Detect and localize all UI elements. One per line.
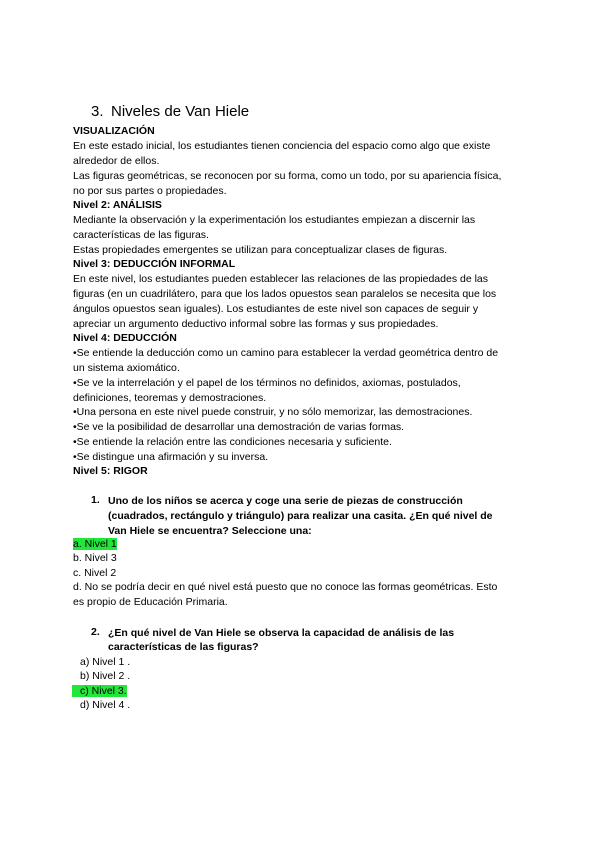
question-2-number: 2.	[91, 626, 100, 638]
level-4-bullet: definiciones, teoremas y demostraciones.	[73, 392, 267, 404]
question-1-text: (cuadrados, rectángulo y triángulo) para realizar una casita. ¿En qué nivel de	[108, 510, 493, 522]
level-3-text: En este nivel, los estudiantes pueden establecer las relaciones de las propiedades de las	[73, 273, 489, 285]
level-4-bullet: •Se ve la posibilidad de desarrollar una demostración de varias formas.	[73, 421, 405, 433]
level-4-bullet: •Se ve la interrelación y el papel de los términos no definidos, axiomas, postulados,	[73, 377, 461, 389]
level-3-text: ángulos opuestos sean iguales). Los estudiantes de este nivel son capaces de seguir y	[73, 303, 479, 315]
level-4-title: Nivel 4: DEDUCCIÓN	[73, 332, 177, 344]
question-1-option-d-cont: es propio de Educación Primaria.	[73, 596, 228, 608]
level-1-text: alrededor de ellos.	[73, 155, 160, 167]
section-title: Niveles de Van Hiele	[111, 103, 250, 120]
question-2-option-d[interactable]: d) Nivel 4 .	[80, 699, 131, 711]
level-3-text: figuras (en un cuadrilátero, para que los lados opuestos sean paralelos se necesita que los	[73, 288, 497, 300]
section-number: 3.	[91, 103, 104, 120]
level-1-title: VISUALIZACIÓN	[73, 125, 155, 137]
level-1-text: no por sus partes o propiedades.	[73, 185, 227, 197]
question-2-text: características de las figuras?	[108, 641, 259, 653]
level-4-bullet: •Se entiende la relación entre las condiciones necesaria y suficiente.	[73, 436, 392, 448]
level-2-text: Mediante la observación y la experimentación los estudiantes empiezan a discernir las	[73, 214, 476, 226]
question-2-text: ¿En qué nivel de Van Hiele se observa la capacidad de análisis de las	[108, 627, 455, 639]
level-2-text: características de las figuras.	[73, 229, 209, 241]
level-4-bullet: •Se distingue una afirmación y su inversa.	[73, 451, 269, 463]
question-2-option-a[interactable]: a) Nivel 1 .	[80, 656, 131, 668]
level-4-bullet: •Una persona en este nivel puede construir, y no sólo memorizar, las demostraciones.	[73, 406, 473, 418]
selected-answer-highlight: a. Nivel 1	[73, 538, 117, 550]
question-1-option-a[interactable]	[73, 537, 117, 551]
question-1-option-d[interactable]: d. No se podría decir en qué nivel está puesto que no conoce las formas geométricas. Esto	[73, 581, 498, 593]
level-3-title: Nivel 3: DEDUCCIÓN INFORMAL	[73, 258, 236, 270]
question-1-number: 1.	[91, 494, 100, 506]
level-3-text: apreciar un argumento deductivo informal sobre las formas y sus propiedades.	[73, 318, 439, 330]
level-2-title: Nivel 2: ANÁLISIS	[73, 199, 162, 211]
question-1-option-c[interactable]: c. Nivel 2	[73, 567, 117, 579]
selected-answer-highlight: c) Nivel 3.	[72, 685, 127, 697]
section-heading	[91, 103, 249, 120]
question-1-option-b[interactable]: b. Nivel 3	[73, 552, 117, 564]
question-2-option-c[interactable]	[72, 684, 127, 698]
level-1-text: En este estado inicial, los estudiantes tienen conciencia del espacio como algo que existe	[73, 140, 491, 152]
question-2-option-b[interactable]: b) Nivel 2 .	[80, 670, 131, 682]
level-4-bullet: •Se entiende la deducción como un camino para establecer la verdad geométrica dentro de	[73, 347, 499, 359]
level-5-title: Nivel 5: RIGOR	[73, 465, 148, 477]
question-1-text: Van Hiele se encuentra? Seleccione una:	[108, 525, 312, 537]
level-2-text: Estas propiedades emergentes se utilizan para conceptualizar clases de figuras.	[73, 244, 448, 256]
question-1-text: Uno de los niños se acerca y coge una serie de piezas de construcción	[108, 495, 463, 507]
level-1-text: Las figuras geométricas, se reconocen por su forma, como un todo, por su apariencia física,	[73, 170, 502, 182]
level-4-bullet: un sistema axiomático.	[73, 362, 180, 374]
